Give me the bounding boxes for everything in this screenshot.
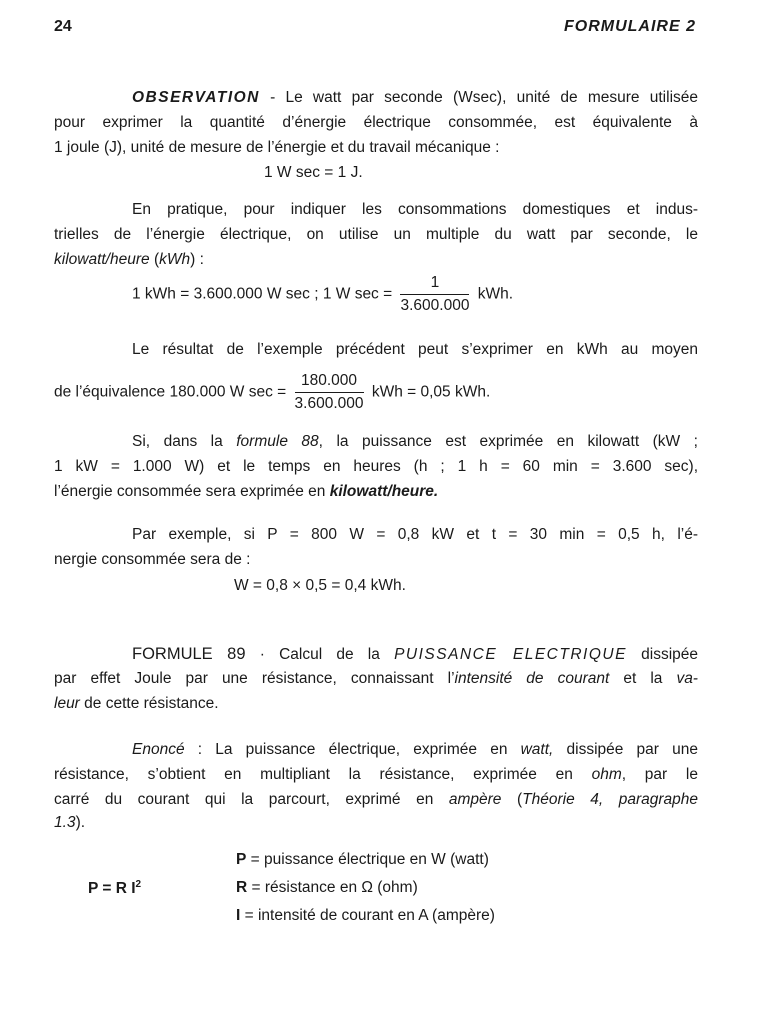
text-span: ohm bbox=[591, 766, 622, 783]
formule89-line-2 bbox=[54, 669, 698, 689]
text-span: intensité de courant bbox=[454, 670, 610, 687]
fraction-numerator: 180.000 bbox=[295, 370, 364, 393]
fraction-denominator: 3.600.000 bbox=[400, 297, 470, 314]
text-span: par effet Joule par une résistance, connaissant l’ bbox=[54, 670, 455, 687]
equation-left: 1 kWh = 3.600.000 W sec ; 1 W sec = bbox=[132, 285, 393, 303]
legend-text: = intensité de courant en A (ampère) bbox=[240, 907, 495, 924]
enonce-line-4 bbox=[54, 813, 698, 833]
formula-expression: P = R I bbox=[88, 880, 136, 897]
text-span: ). bbox=[75, 814, 86, 831]
formula-exponent: 2 bbox=[135, 879, 142, 890]
text-span: Théorie 4, paragraphe bbox=[522, 791, 698, 808]
formula-main bbox=[88, 879, 141, 898]
pratique-line-2: trielles de l’énergie électrique, on utilise un multiple du watt par seconde, le bbox=[54, 226, 698, 243]
equation-left: de l’équivalence 180.000 W sec = bbox=[54, 383, 287, 401]
formula-legend-i bbox=[236, 907, 495, 925]
text-span: et la bbox=[609, 670, 677, 687]
legend-text: = résistance en Ω (ohm) bbox=[247, 879, 418, 896]
si-line-1 bbox=[132, 432, 698, 452]
text-span: de cette résistance. bbox=[79, 695, 219, 712]
text-span: résistance, s’obtient en multipliant la résistance, exprimée en bbox=[54, 766, 592, 783]
text-span: kWh bbox=[159, 251, 191, 268]
formule89-line-1 bbox=[132, 644, 698, 665]
text-span: ( bbox=[501, 791, 523, 808]
legend-symbol: R bbox=[236, 879, 248, 896]
observation-line-2: pour exprimer la quantité d’énergie électrique consommée, est équivalente à bbox=[54, 114, 698, 131]
text-span: leur bbox=[54, 695, 80, 712]
formula-legend-p bbox=[236, 851, 489, 869]
exemple-line-2: nergie consommée sera de : bbox=[54, 551, 251, 568]
formula-legend-r bbox=[236, 879, 418, 897]
pratique-line-1: En pratique, pour indiquer les consommations domestiques et indus- bbox=[132, 201, 698, 218]
text-span: 1.3 bbox=[54, 814, 76, 831]
formule89-lead: FORMULE 89 bbox=[132, 645, 246, 663]
text-span: ) : bbox=[190, 251, 204, 268]
enonce-line-3 bbox=[54, 790, 698, 810]
pratique-line-3 bbox=[54, 250, 698, 270]
page-number: 24 bbox=[54, 18, 72, 35]
exemple-line-1: Par exemple, si P = 800 W = 0,8 kW et t = 30 min = 0,5 h, l’é- bbox=[132, 526, 698, 543]
text-span: PUISSANCE ELECTRIQUE bbox=[394, 646, 627, 663]
observation-lead: OBSERVATION bbox=[132, 89, 260, 106]
text-span: formule 88 bbox=[236, 433, 319, 450]
formule89-line-3 bbox=[54, 694, 698, 714]
fraction-numerator: 1 bbox=[400, 272, 469, 295]
text-span: Si, dans la bbox=[132, 433, 237, 450]
si-line-3 bbox=[54, 482, 698, 502]
text-span: dissipée par une bbox=[553, 741, 698, 758]
text-span: · Calcul de la bbox=[245, 646, 395, 663]
enonce-lead: Enoncé bbox=[132, 741, 185, 758]
legend-text: = puissance électrique en W (watt) bbox=[246, 851, 489, 868]
resultat-line-1: Le résultat de l’exemple précédent peut s’exprimer en kWh au moyen bbox=[132, 341, 698, 358]
text-span: l’énergie consommée sera exprimée en bbox=[54, 483, 330, 500]
text-span: carré du courant qui la parcourt, exprimé en bbox=[54, 791, 449, 808]
si-line-2: 1 kW = 1.000 W) et le temps en heures (h ; 1 h = 60 min = 3.600 sec), bbox=[54, 458, 698, 475]
text-span: ampère bbox=[448, 791, 502, 808]
text-span: ( bbox=[149, 251, 160, 268]
observation-line-3: 1 joule (J), unité de mesure de l’énergie et du travail mécanique : bbox=[54, 139, 500, 156]
text-span: kilowatt/heure. bbox=[329, 483, 439, 500]
text-span: , par le bbox=[621, 766, 698, 783]
text-span: va- bbox=[676, 670, 698, 687]
legend-symbol: I bbox=[236, 907, 241, 924]
enonce-line-2 bbox=[54, 765, 698, 785]
observation-line-1 bbox=[132, 88, 698, 108]
enonce-line-1 bbox=[132, 740, 698, 760]
text-span: : La puissance électrique, exprimée en bbox=[184, 741, 521, 758]
text-span: watt, bbox=[520, 741, 554, 758]
fraction bbox=[400, 272, 469, 317]
running-title: FORMULAIRE 2 bbox=[564, 18, 696, 35]
equation-equivalence bbox=[54, 370, 490, 415]
equation-energy-example: W = 0,8 × 0,5 = 0,4 kWh. bbox=[234, 577, 406, 594]
equation-wsec-joule: 1 W sec = 1 J. bbox=[264, 164, 363, 181]
fraction-denominator: 3.600.000 bbox=[294, 395, 364, 412]
legend-symbol: P bbox=[236, 851, 247, 868]
text-span: dissipée bbox=[626, 646, 698, 663]
text-span: - Le watt par seconde (Wsec), unité de mesure utilisée bbox=[259, 89, 698, 106]
equation-kwh bbox=[132, 272, 513, 317]
text-span: , la puissance est exprimée en kilowatt (kW ; bbox=[318, 433, 698, 450]
equation-right: kWh = 0,05 kWh. bbox=[371, 383, 491, 401]
fraction bbox=[295, 370, 364, 415]
equation-right: kWh. bbox=[477, 285, 514, 303]
text-span: kilowatt/heure bbox=[54, 251, 150, 268]
